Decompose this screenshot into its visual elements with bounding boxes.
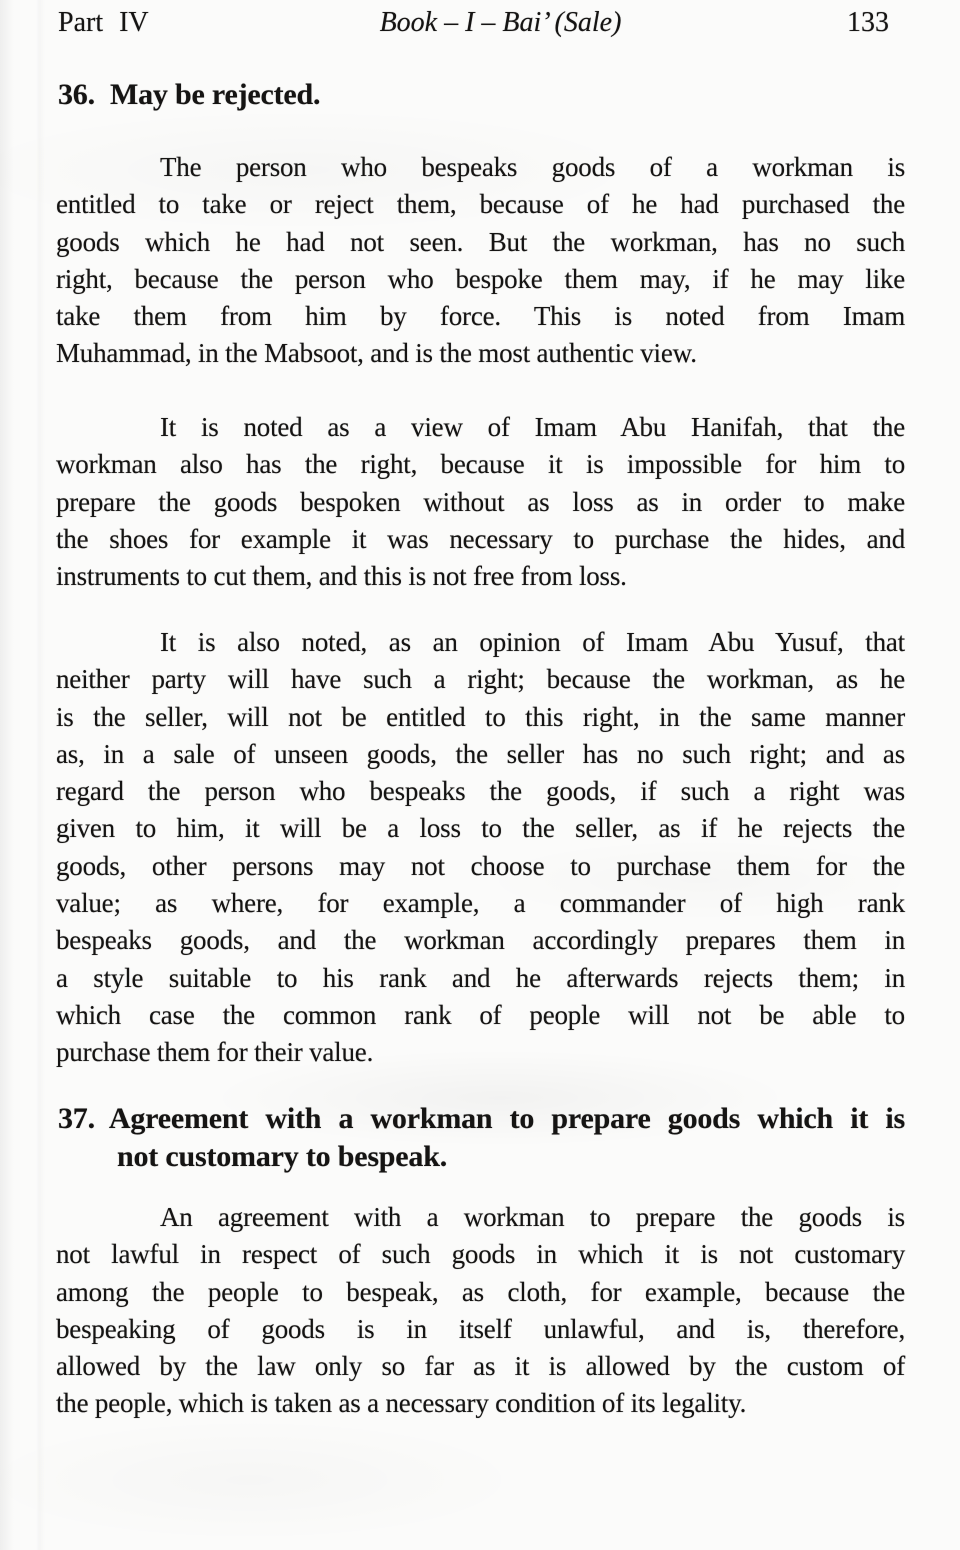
text-line: instruments to cut them, and this is not free from loss. (56, 561, 627, 592)
text-line: allowed by the law only so far as it is allowed by the custom of (56, 1351, 905, 1382)
header-book-title: Book – I – Bai’ (Sale) (379, 7, 622, 38)
section-title: Agreement with a workman to prepare goods which it is (108, 1102, 905, 1135)
paragraph (56, 409, 905, 595)
text-line: value; as where, for example, a commander of high rank (56, 888, 905, 919)
section-heading-37 (58, 1100, 905, 1176)
text-line: as, in a sale of unseen goods, the seller has no such right; and as (56, 738, 905, 769)
paragraph (56, 624, 905, 1072)
text-line: goods which he had not seen. But the workman, has no such (56, 226, 905, 257)
text-line: take them from him by force. This is noted from Imam (56, 301, 905, 332)
paragraph (56, 149, 905, 373)
section-heading-36 (58, 76, 905, 114)
text-line: bespeaking of goods is in itself unlawful, and is, therefore, (56, 1313, 905, 1344)
text-line: It is also noted, as an opinion of Imam Abu Yusuf, that (160, 627, 905, 657)
running-header (58, 6, 905, 40)
text-line: bespeaks goods, and the workman accordingly prepares them in (56, 925, 905, 956)
header-page-number: 133 (847, 7, 889, 38)
text-line: regard the person who bespeaks the goods, if such a right was (56, 776, 905, 807)
section-title-line (58, 1100, 905, 1138)
section-number: 36. (58, 78, 95, 111)
text-line: given to him, it will be a loss to the seller, as if he rejects the (56, 813, 905, 844)
text-line: the shoes for example it was necessary to purchase the hides, and (56, 523, 905, 554)
text-line: which case the common rank of people will not be able to (56, 999, 905, 1030)
text-line: purchase them for their value. (56, 1037, 374, 1068)
section-title-line: not customary to bespeak. (117, 1140, 447, 1173)
text-line: prepare the goods bespoken without as loss as in order to make (56, 486, 905, 517)
text-line: entitled to take or reject them, because of he had purchased the (56, 189, 905, 220)
text-line: workman also has the right, because it is impossible for him to (56, 449, 905, 480)
section-title: May be rejected. (110, 78, 321, 111)
header-part-label: Part IV (58, 7, 149, 38)
text-line: Muhammad, in the Mabsoot, and is the most authentic view. (56, 338, 697, 369)
text-line: The person who bespeaks goods of a workman is (160, 152, 905, 182)
text-line: the people, which is taken as a necessary condition of its legality. (56, 1388, 747, 1419)
text-line: not lawful in respect of such goods in which it is not customary (56, 1239, 905, 1270)
text-line: neither party will have such a right; because the workman, as he (56, 664, 905, 695)
text-line: is the seller, will not be entitled to this right, in the same manner (56, 701, 905, 732)
text-line: among the people to bespeak, as cloth, for example, because the (56, 1276, 905, 1307)
text-line: It is noted as a view of Imam Abu Hanifah, that the (160, 412, 905, 442)
text-line: goods, other persons may not choose to purchase them for the (56, 850, 905, 881)
text-line: An agreement with a workman to prepare the goods is (160, 1202, 905, 1232)
text-line: a style suitable to his rank and he afterwards rejects them; in (56, 962, 905, 993)
paragraph (56, 1199, 905, 1423)
section-number: 37. (58, 1102, 95, 1135)
text-line: right, because the person who bespoke them may, if he may like (56, 263, 905, 294)
